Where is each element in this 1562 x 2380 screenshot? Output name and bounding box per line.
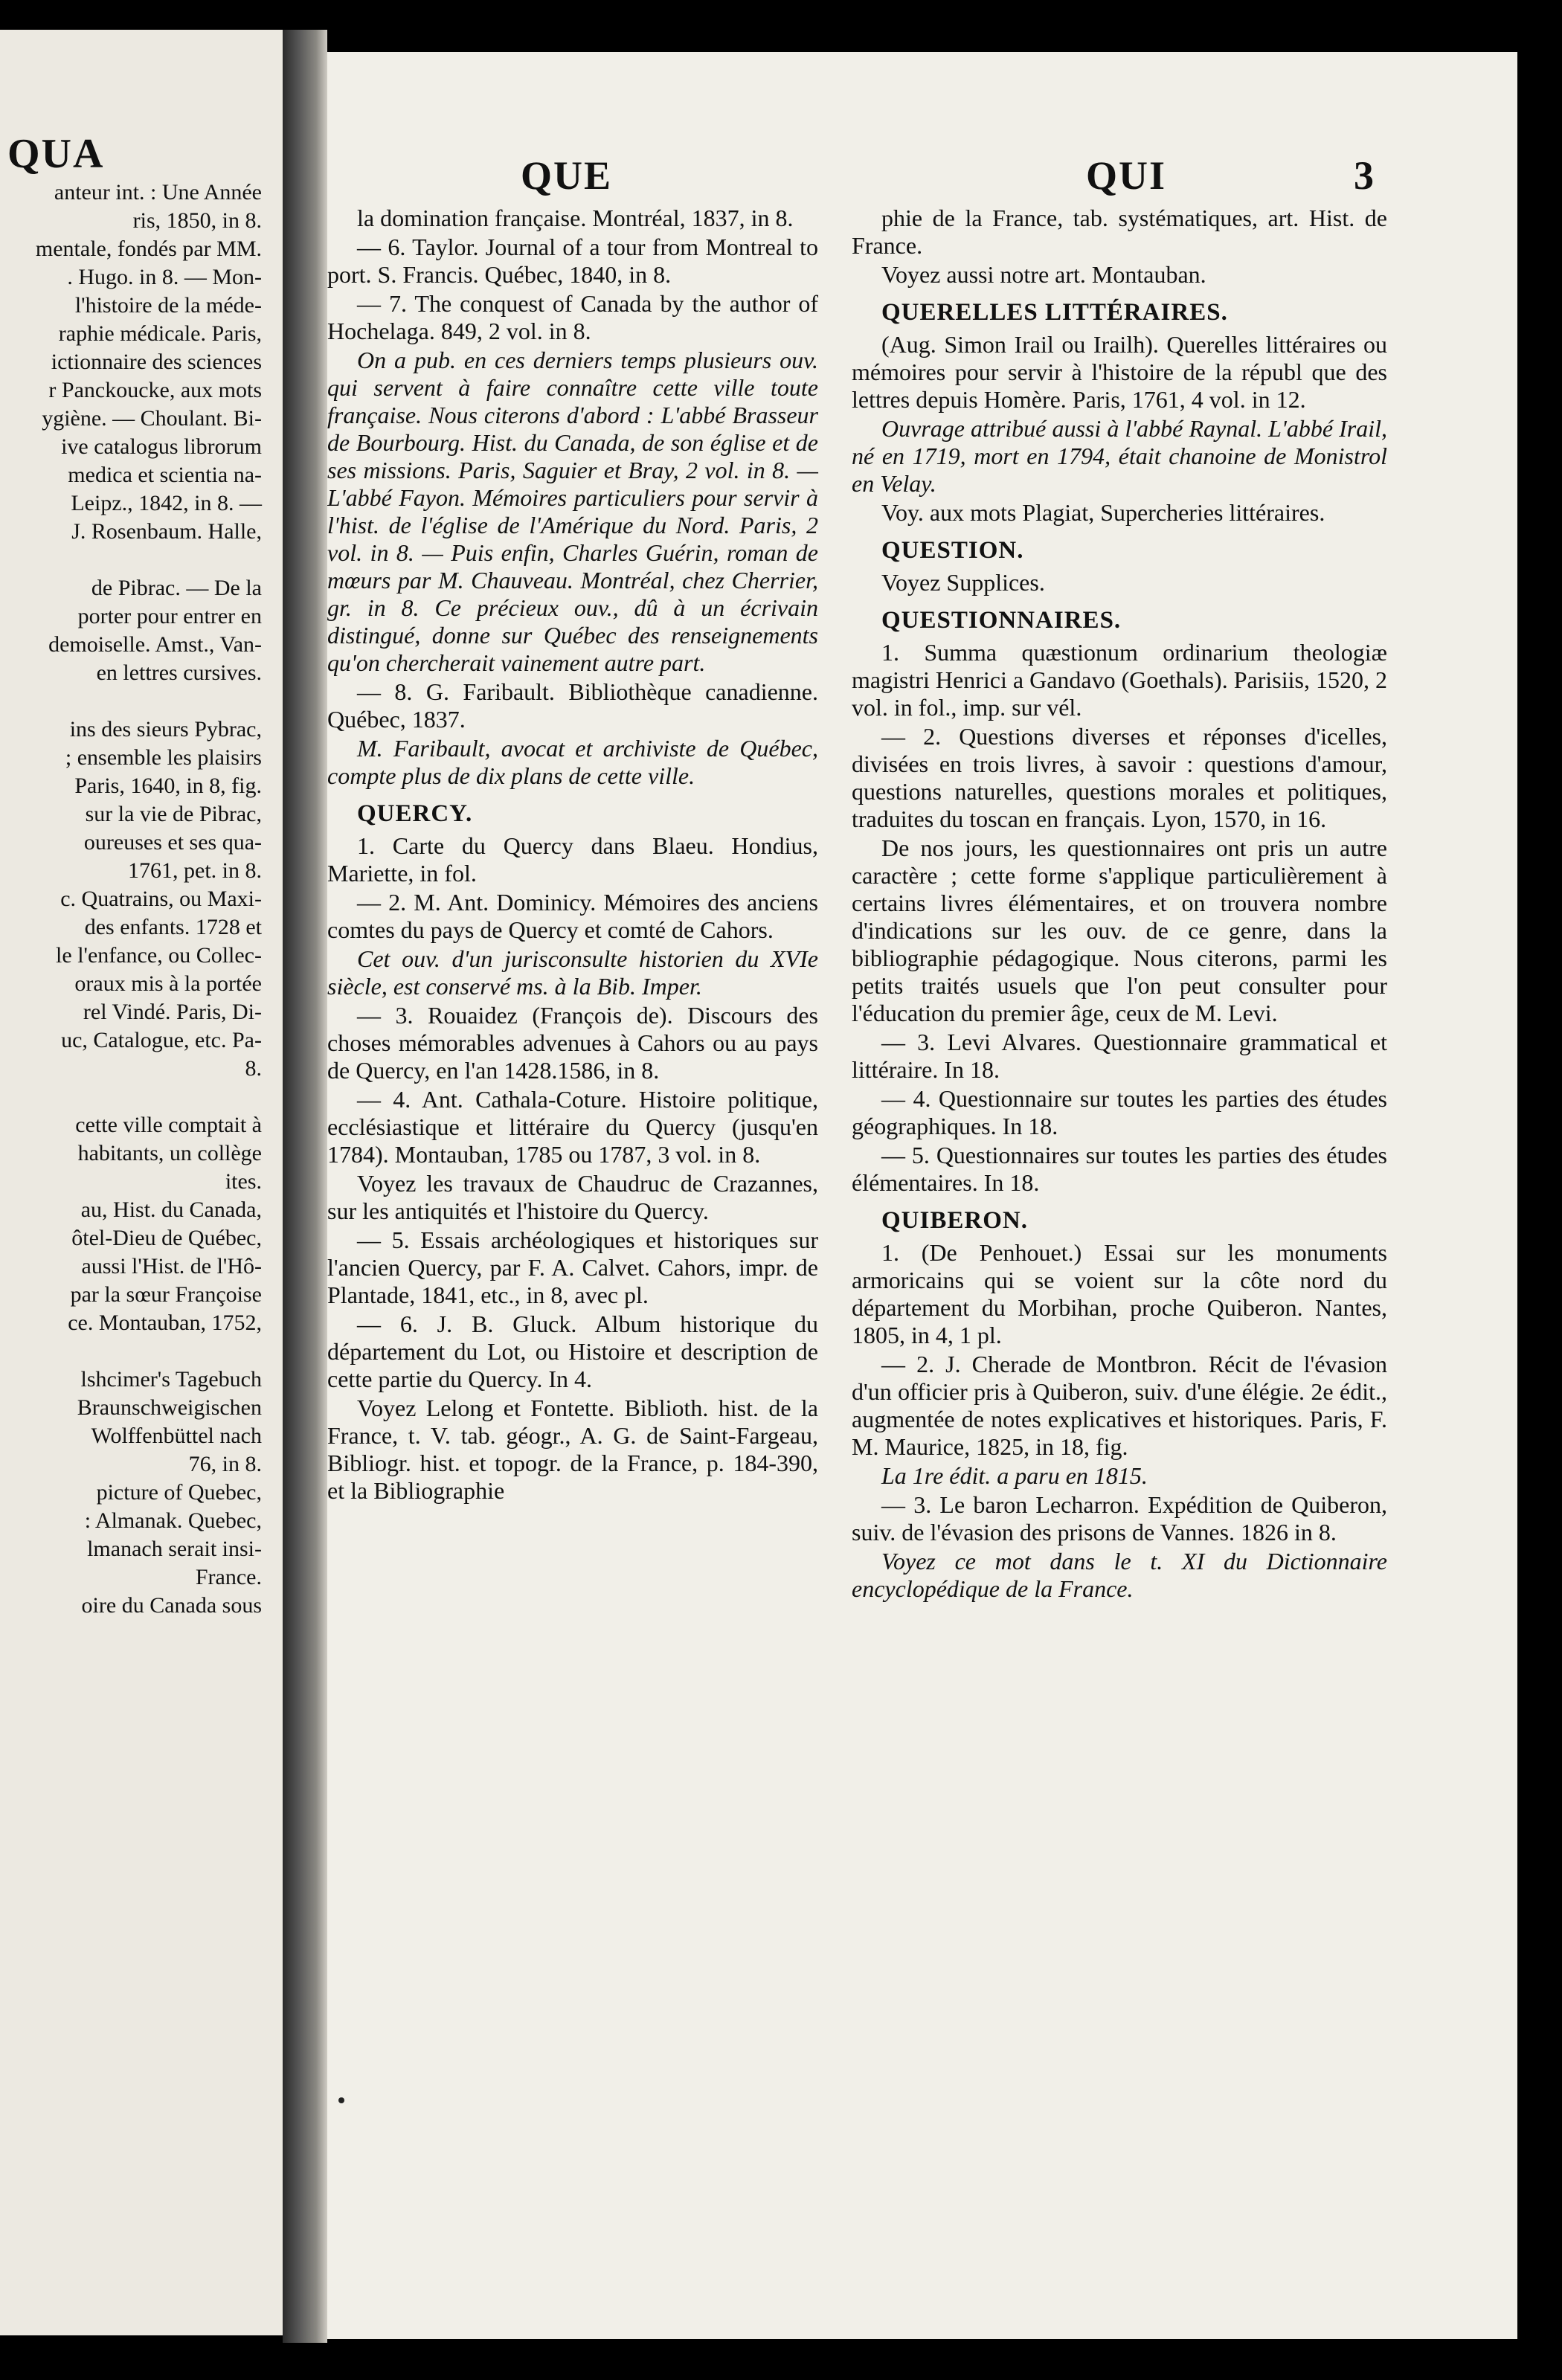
note-paragraph: La 1re édit. a paru en 1815. bbox=[881, 1462, 1148, 1489]
entry-paragraph: Voyez Lelong et Fontette. Biblioth. hist. de la France, t. V. tab. géogr., A. G. de Saint-Fargeau, Bibliogr. hist. et topogr. de la France, p. 184-390, et la Bibliographie bbox=[327, 1395, 818, 1504]
entry-heading: QUERCY. bbox=[357, 800, 473, 827]
entry-paragraph: phie de la France, tab. systématiques, art. Hist. de France. bbox=[852, 205, 1387, 259]
entry-heading: QUIBERON. bbox=[881, 1207, 1028, 1234]
entry-paragraph: — 2. J. Cherade de Montbron. Récit de l'évasion d'un officier pris à Quiberon, suiv. d'une élégie. 2e édit., augmentée de notes explicatives et historiques. Paris, F. M. Maurice, 1825, in 18, fig. bbox=[852, 1351, 1387, 1460]
left-page-line: Leipz., 1842, in 8. — bbox=[71, 491, 262, 515]
entry-heading: QUESTIONNAIRES. bbox=[881, 607, 1122, 634]
entry-paragraph: la domination française. Montréal, 1837, in 8. bbox=[357, 205, 794, 231]
left-page-line: le l'enfance, ou Collec- bbox=[56, 943, 262, 968]
left-page-line: de Pibrac. — De la bbox=[91, 576, 262, 600]
text-column-right bbox=[852, 205, 1387, 1604]
page-number: 3 bbox=[1354, 153, 1374, 198]
left-page-line: cette ville comptait à bbox=[75, 1113, 262, 1137]
entry-heading: QUESTION. bbox=[881, 537, 1024, 564]
note-paragraph: Voyez ce mot dans le t. XI du Dictionnaire encyclopédique de la France. bbox=[852, 1548, 1387, 1602]
left-page-line: . Hugo. in 8. — Mon- bbox=[67, 265, 262, 289]
left-page-line: mentale, fondés par MM. bbox=[35, 237, 262, 261]
left-page-line: lmanach serait insi- bbox=[87, 1537, 262, 1561]
left-page-line: : Almanak. Quebec, bbox=[84, 1508, 262, 1533]
left-page-line: ris, 1850, in 8. bbox=[132, 208, 262, 233]
left-page-line: France. bbox=[195, 1565, 262, 1589]
entry-paragraph: 1. Summa quæstionum ordinarium theologiæ magistri Henrici a Gandavo (Goethals). Parisiis, 1520, 2 vol. in fol., imp. sur vél. bbox=[852, 639, 1387, 721]
entry-paragraph: Voy. aux mots Plagiat, Supercheries littéraires. bbox=[881, 499, 1325, 526]
left-page-line: aussi l'Hist. de l'Hô- bbox=[81, 1254, 262, 1279]
entry-paragraph: — 5. Questionnaires sur toutes les parties des études élémentaires. In 18. bbox=[852, 1142, 1387, 1196]
left-page-line: ictionnaire des sciences bbox=[51, 350, 262, 374]
left-page-line: rel Vindé. Paris, Di- bbox=[83, 1000, 262, 1024]
left-page-line: ive catalogus librorum bbox=[61, 434, 262, 459]
entry-paragraph: — 2. Questions diverses et réponses d'icelles, divisées en trois livres, à savoir : questions d'amour, questions naturelles, questions morales et politiques, traduites du toscan en français. Lyon, 1570, in 16. bbox=[852, 723, 1387, 832]
right-page bbox=[327, 52, 1517, 2339]
entry-paragraph: — 7. The conquest of Canada by the author of Hochelaga. 849, 2 vol. in 8. bbox=[327, 290, 818, 344]
entry-paragraph: — 4. Ant. Cathala-Coture. Histoire politique, ecclésiastique et littéraire du Quercy (jusqu'en 1784). Montauban, 1785 ou 1787, 3 vol. in 8. bbox=[327, 1086, 818, 1168]
left-page-line: demoiselle. Amst., Van- bbox=[48, 632, 262, 657]
running-head-qui: QUI bbox=[1086, 153, 1167, 198]
left-page-line: picture of Quebec, bbox=[96, 1480, 262, 1505]
left-page-line: ites. bbox=[225, 1169, 262, 1194]
left-page-line: Paris, 1640, in 8, fig. bbox=[74, 774, 262, 798]
entry-paragraph: — 4. Questionnaire sur toutes les parties des études géographiques. In 18. bbox=[852, 1085, 1387, 1139]
left-page-line: anteur int. : Une Année bbox=[54, 180, 262, 205]
left-page-line: medica et scientia na- bbox=[68, 463, 262, 487]
left-page-line: r Panckoucke, aux mots bbox=[48, 378, 262, 402]
entry-paragraph: — 6. J. B. Gluck. Album historique du département du Lot, ou Histoire et description de cette partie du Quercy. In 4. bbox=[327, 1310, 818, 1392]
text-column-left bbox=[327, 205, 818, 1506]
entry-paragraph: — 3. Levi Alvares. Questionnaire grammatical et littéraire. In 18. bbox=[852, 1029, 1387, 1083]
left-page-line: ce. Montauban, 1752, bbox=[68, 1310, 262, 1335]
left-page-line: lshcimer's Tagebuch bbox=[80, 1367, 262, 1392]
entry-paragraph: Voyez aussi notre art. Montauban. bbox=[881, 261, 1206, 288]
left-page-line: ins des sieurs Pybrac, bbox=[69, 717, 262, 742]
left-page-line: oureuses et ses qua- bbox=[83, 830, 262, 855]
entry-paragraph: De nos jours, les questionnaires ont pris un autre caractère ; cette forme s'applique particulièrement à certains livres élémentaires, et on trouvera nombre d'indications sur les ouv. de ce genre, dans la bibliographie pédagogique. Nous citerons, parmi les petits traités usuels que l'on peut consulter pour l'éducation du premier âge, ceux de M. Levi. bbox=[852, 834, 1387, 1026]
note-paragraph: M. Faribault, avocat et archiviste de Québec, compte plus de dix plans de cette ville. bbox=[327, 735, 818, 789]
left-page-line: J. Rosenbaum. Halle, bbox=[71, 519, 262, 544]
left-page-line: oire du Canada sous bbox=[81, 1593, 262, 1618]
left-page-line: c. Quatrains, ou Maxi- bbox=[60, 887, 262, 911]
left-page-line: oraux mis à la portée bbox=[74, 971, 262, 996]
left-page-line: ygiène. — Choulant. Bi- bbox=[42, 406, 262, 431]
left-page-line: au, Hist. du Canada, bbox=[80, 1197, 262, 1222]
left-page-line: habitants, un collège bbox=[77, 1141, 262, 1165]
left-page-line: 8. bbox=[245, 1056, 262, 1081]
entry-paragraph: — 2. M. Ant. Dominicy. Mémoires des anciens comtes du pays de Quercy et comté de Cahors. bbox=[327, 889, 818, 943]
entry-paragraph: — 6. Taylor. Journal of a tour from Montreal to port. S. Francis. Québec, 1840, in 8. bbox=[327, 234, 818, 288]
entry-paragraph: (Aug. Simon Irail ou Irailh). Querelles littéraires ou mémoires pour servir à l'histoire de la républ que des lettres depuis Homère. Paris, 1761, 4 vol. in 12. bbox=[852, 331, 1387, 413]
left-page-text bbox=[0, 178, 268, 1620]
left-page-line: sur la vie de Pibrac, bbox=[85, 802, 262, 826]
entry-paragraph: 1. Carte du Quercy dans Blaeu. Hondius, Mariette, in fol. bbox=[327, 832, 818, 887]
left-page-line: Wolffenbüttel nach bbox=[91, 1424, 262, 1448]
running-head-que: QUE bbox=[521, 153, 613, 198]
note-paragraph: On a pub. en ces derniers temps plusieurs ouv. qui servent à faire connaître cette ville toute française. Nous citerons d'abord : L'abbé Brasseur de Bourbourg. Hist. du Canada, de son église et de ses missions. Paris, Saguier et Bray, 2 vol. in 8. — L'abbé Fayon. Mémoires particuliers pour servir à l'hist. de l'église de l'Amérique du Nord. Paris, 2 vol. in 8. — Puis enfin, Charles Guérin, roman de mœurs par M. Chauveau. Montréal, chez Cherrier, gr. in 8. Ce précieux ouv., dû à un écrivain distingué, donne sur Québec des renseignements qu'on chercherait vainement autre part. bbox=[327, 347, 818, 676]
left-page-line: 1761, pet. in 8. bbox=[128, 858, 262, 883]
left-page-line: porter pour entrer en bbox=[77, 604, 262, 628]
left-page-line: l'histoire de la méde- bbox=[74, 293, 262, 318]
left-page-line: raphie médicale. Paris, bbox=[58, 321, 262, 346]
left-page-line: uc, Catalogue, etc. Pa- bbox=[61, 1028, 262, 1052]
left-page-line: Braunschweigischen bbox=[77, 1395, 262, 1420]
entry-heading: QUERELLES LITTÉRAIRES. bbox=[881, 299, 1228, 326]
entry-paragraph: 1. (De Penhouet.) Essai sur les monuments armoricains qui se voient sur la côte nord du département du Morbihan, proche Quiberon. Nantes, 1805, in 4, 1 pl. bbox=[852, 1239, 1387, 1348]
left-page-line: ; ensemble les plaisirs bbox=[65, 745, 262, 770]
left-page-line: des enfants. 1728 et bbox=[84, 915, 262, 939]
ink-speck bbox=[338, 2097, 344, 2103]
entry-paragraph: — 3. Rouaidez (François de). Discours des choses mémorables advenues à Cahors ou au pays de Quercy, en l'an 1428.1586, in 8. bbox=[327, 1002, 818, 1084]
note-paragraph: Ouvrage attribué aussi à l'abbé Raynal. L'abbé Irail, né en 1719, mort en 1794, était chanoine de Monistrol en Velay. bbox=[852, 415, 1387, 497]
entry-paragraph: — 3. Le baron Lecharron. Expédition de Quiberon, suiv. de l'évasion des prisons de Vannes. 1826 in 8. bbox=[852, 1491, 1387, 1546]
left-page-line: ôtel-Dieu de Québec, bbox=[71, 1226, 262, 1250]
left-page-line: 76, in 8. bbox=[188, 1452, 262, 1476]
left-running-head: QUA bbox=[7, 131, 105, 177]
left-page bbox=[0, 30, 283, 2335]
entry-paragraph: Voyez les travaux de Chaudruc de Crazannes, sur les antiquités et l'histoire du Quercy. bbox=[327, 1170, 818, 1224]
entry-paragraph: — 8. G. Faribault. Bibliothèque canadienne. Québec, 1837. bbox=[327, 678, 818, 733]
note-paragraph: Cet ouv. d'un jurisconsulte historien du XVIe siècle, est conservé ms. à la Bib. Imper. bbox=[327, 945, 818, 1000]
left-page-line: en lettres cursives. bbox=[96, 660, 262, 685]
entry-paragraph: — 5. Essais archéologiques et historiques sur l'ancien Quercy, par F. A. Calvet. Cahors, impr. de Plantade, 1841, etc., in 8, avec pl. bbox=[327, 1226, 818, 1308]
left-page-line: par la sœur Françoise bbox=[70, 1282, 262, 1307]
book-gutter bbox=[283, 30, 327, 2343]
entry-paragraph: Voyez Supplices. bbox=[881, 569, 1045, 596]
